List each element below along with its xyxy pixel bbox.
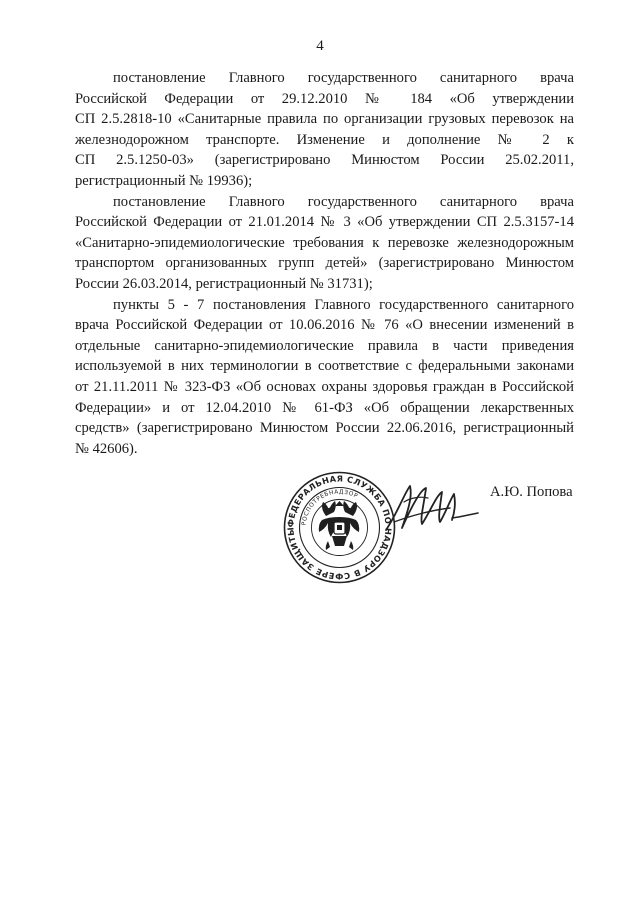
paragraph-line: железнодорожном транспорте. Изменение и дополнение № 2 к	[75, 131, 574, 148]
signature-graphic	[380, 472, 485, 542]
eagle-emblem-icon	[319, 501, 359, 550]
paragraph-line: «Санитарно-эпидемиологические требования к перевозке железнодорожным	[75, 234, 574, 251]
paragraph-line: средств» (зарегистрировано Минюстом России 22.06.2016, регистрационный	[75, 420, 574, 437]
page-number: 4	[316, 38, 324, 54]
paragraph-line: СП 2.5.2818-10 «Санитарные правила по организации грузовых перевозок на	[75, 111, 574, 128]
paragraph-line: отдельные санитарно-эпидемиологические правила в части приведения	[75, 337, 574, 354]
paragraph-line: от 21.11.2011 № 323-ФЗ «Об основах охраны здоровья граждан в Российской	[75, 378, 574, 395]
document-body	[75, 68, 574, 459]
paragraph-line: постановление Главного государственного санитарного врача	[113, 70, 574, 86]
paragraph-line: Федерации» и от 12.04.2010 № 61-ФЗ «Об обращении лекарственных	[75, 399, 574, 416]
paragraph-line: пункты 5 - 7 постановления Главного государственного санитарного	[113, 296, 574, 313]
paragraph-line: СП 2.5.1250-03» (зарегистрировано Минюстом России 25.02.2011,	[75, 152, 574, 169]
paragraph-1	[75, 68, 574, 192]
paragraph-3	[75, 295, 574, 460]
paragraph-line: врача Российской Федерации от 10.06.2016 № 76 «О внесении изменений в	[75, 317, 574, 334]
paragraph-line: Российской Федерации от 29.12.2010 № 184 «Об утверждении	[75, 90, 574, 107]
paragraph-2	[75, 192, 574, 295]
paragraph-line: регистрационный № 19936);	[75, 172, 253, 189]
seal-inner-text: РОСПОТРЕБНАДЗОР	[301, 489, 359, 526]
paragraph-line: № 42606).	[75, 440, 138, 457]
paragraph-line: транспортом организованных групп детей» (зарегистрировано Минюстом	[75, 255, 574, 272]
paragraph-line: используемой в них терминологии в соответствие с федеральными законами	[75, 358, 574, 375]
paragraph-line: Российской Федерации от 21.01.2014 № 3 «Об утверждении СП 2.5.3157-14	[75, 214, 574, 231]
signature	[380, 472, 485, 542]
seal-outer-text: ФЕДЕРАЛЬНАЯ СЛУЖБА ПО НАДЗОРУ В СФЕРЕ ЗАЩИТЫ	[285, 473, 394, 582]
paragraph-line: России 26.03.2014, регистрационный № 31731);	[75, 275, 373, 292]
paragraph-line: постановление Главного государственного санитарного врача	[113, 193, 574, 210]
signatory-name: А.Ю. Попова	[490, 484, 573, 500]
